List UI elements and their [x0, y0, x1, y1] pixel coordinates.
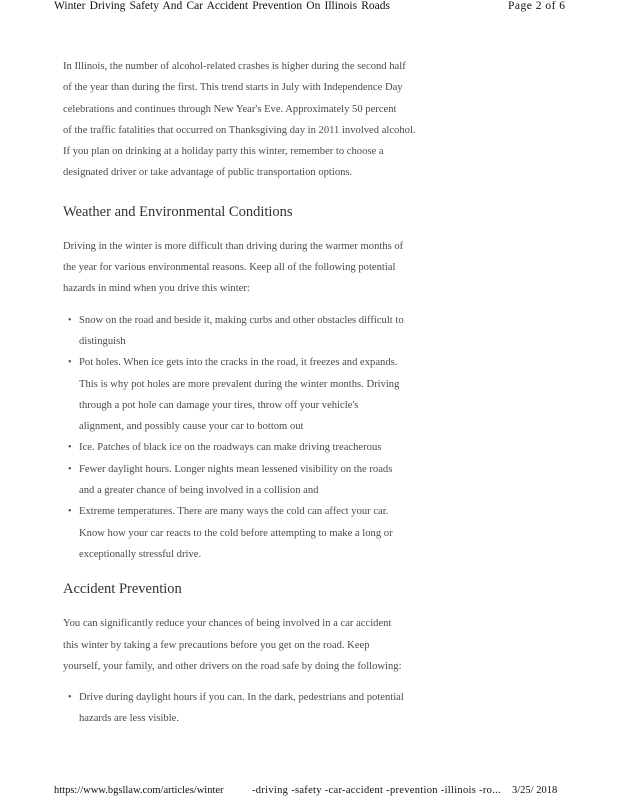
- bullet-icon: •: [68, 314, 72, 326]
- weather-line: hazards in mind when you drive this winter:: [63, 283, 250, 295]
- document-title: Winter Driving Safety And Car Accident Prevention On Illinois Roads: [54, 0, 390, 12]
- footer-url-end: -driving -safety -car-accident -prevention -illinois -ro...: [252, 785, 501, 796]
- weather-line: Driving in the winter is more difficult than driving during the warmer months of: [63, 240, 404, 252]
- hazards-list: [63, 310, 413, 566]
- intro-line: designated driver or take advantage of public transportation options.: [63, 167, 353, 179]
- prevention-list: [63, 687, 413, 730]
- prevention-paragraph: [63, 613, 413, 677]
- intro-paragraph: [63, 56, 416, 184]
- prevention-heading: Accident Prevention: [63, 581, 182, 598]
- prevention-line: yourself, your family, and other drivers on the road safe by doing the following:: [63, 660, 402, 672]
- bullet-icon: •: [68, 506, 72, 518]
- list-item: • Extreme temperatures. There are many ways the cold can affect your car. Know how your car reacts to the cold before attempting to make a long or exceptionally stressful drive.: [63, 501, 413, 565]
- intro-line: of the traffic fatalities that occurred on Thanksgiving day in 2011 involved alcohol.: [63, 124, 416, 136]
- bullet-icon: •: [68, 463, 72, 475]
- article-body: [63, 56, 416, 730]
- footer-date: 3/25/ 2018: [512, 785, 558, 796]
- bullet-icon: •: [68, 357, 72, 369]
- bullet-icon: •: [68, 692, 72, 704]
- print-header: [0, 0, 618, 14]
- intro-line: celebrations and continues through New Year's Eve. Approximately 50 percent: [63, 103, 397, 115]
- list-item: • Drive during daylight hours if you can. In the dark, pedestrians and potential hazards are less visible.: [63, 687, 413, 730]
- intro-line: In Illinois, the number of alcohol-related crashes is higher during the second half: [63, 61, 406, 72]
- bullet-icon: •: [68, 442, 72, 454]
- footer-url-start: https://www.bgsllaw.com/articles/winter: [54, 785, 224, 796]
- weather-heading: Weather and Environmental Conditions: [63, 203, 293, 220]
- list-item: • Pot holes. When ice gets into the cracks in the road, it freezes and expands. This is why pot holes are more prevalent during the winter months. Driving through a pot hole can damage your tires, throw off your vehicle's alignment, and possibly cause your car to bottom out: [63, 352, 413, 437]
- prevention-line: this winter by taking a few precautions before you get on the road. Keep: [63, 639, 370, 651]
- page-number: Page 2 of 6: [508, 0, 566, 12]
- list-item: • Fewer daylight hours. Longer nights mean lessened visibility on the roads and a greater chance of being involved in a collision and: [63, 459, 413, 502]
- weather-paragraph: [63, 236, 413, 300]
- list-item: • Snow on the road and beside it, making curbs and other obstacles difficult to distinguish: [63, 310, 413, 353]
- weather-line: the year for various environmental reasons. Keep all of the following potential: [63, 262, 396, 274]
- prevention-line: You can significantly reduce your chances of being involved in a car accident: [63, 618, 392, 630]
- intro-line: If you plan on drinking at a holiday party this winter, remember to choose a: [63, 146, 384, 158]
- list-item: • Ice. Patches of black ice on the roadways can make driving treacherous: [63, 437, 413, 458]
- print-footer: [0, 785, 618, 799]
- intro-line: of the year than during the first. This trend starts in July with Independence Day: [63, 82, 403, 94]
